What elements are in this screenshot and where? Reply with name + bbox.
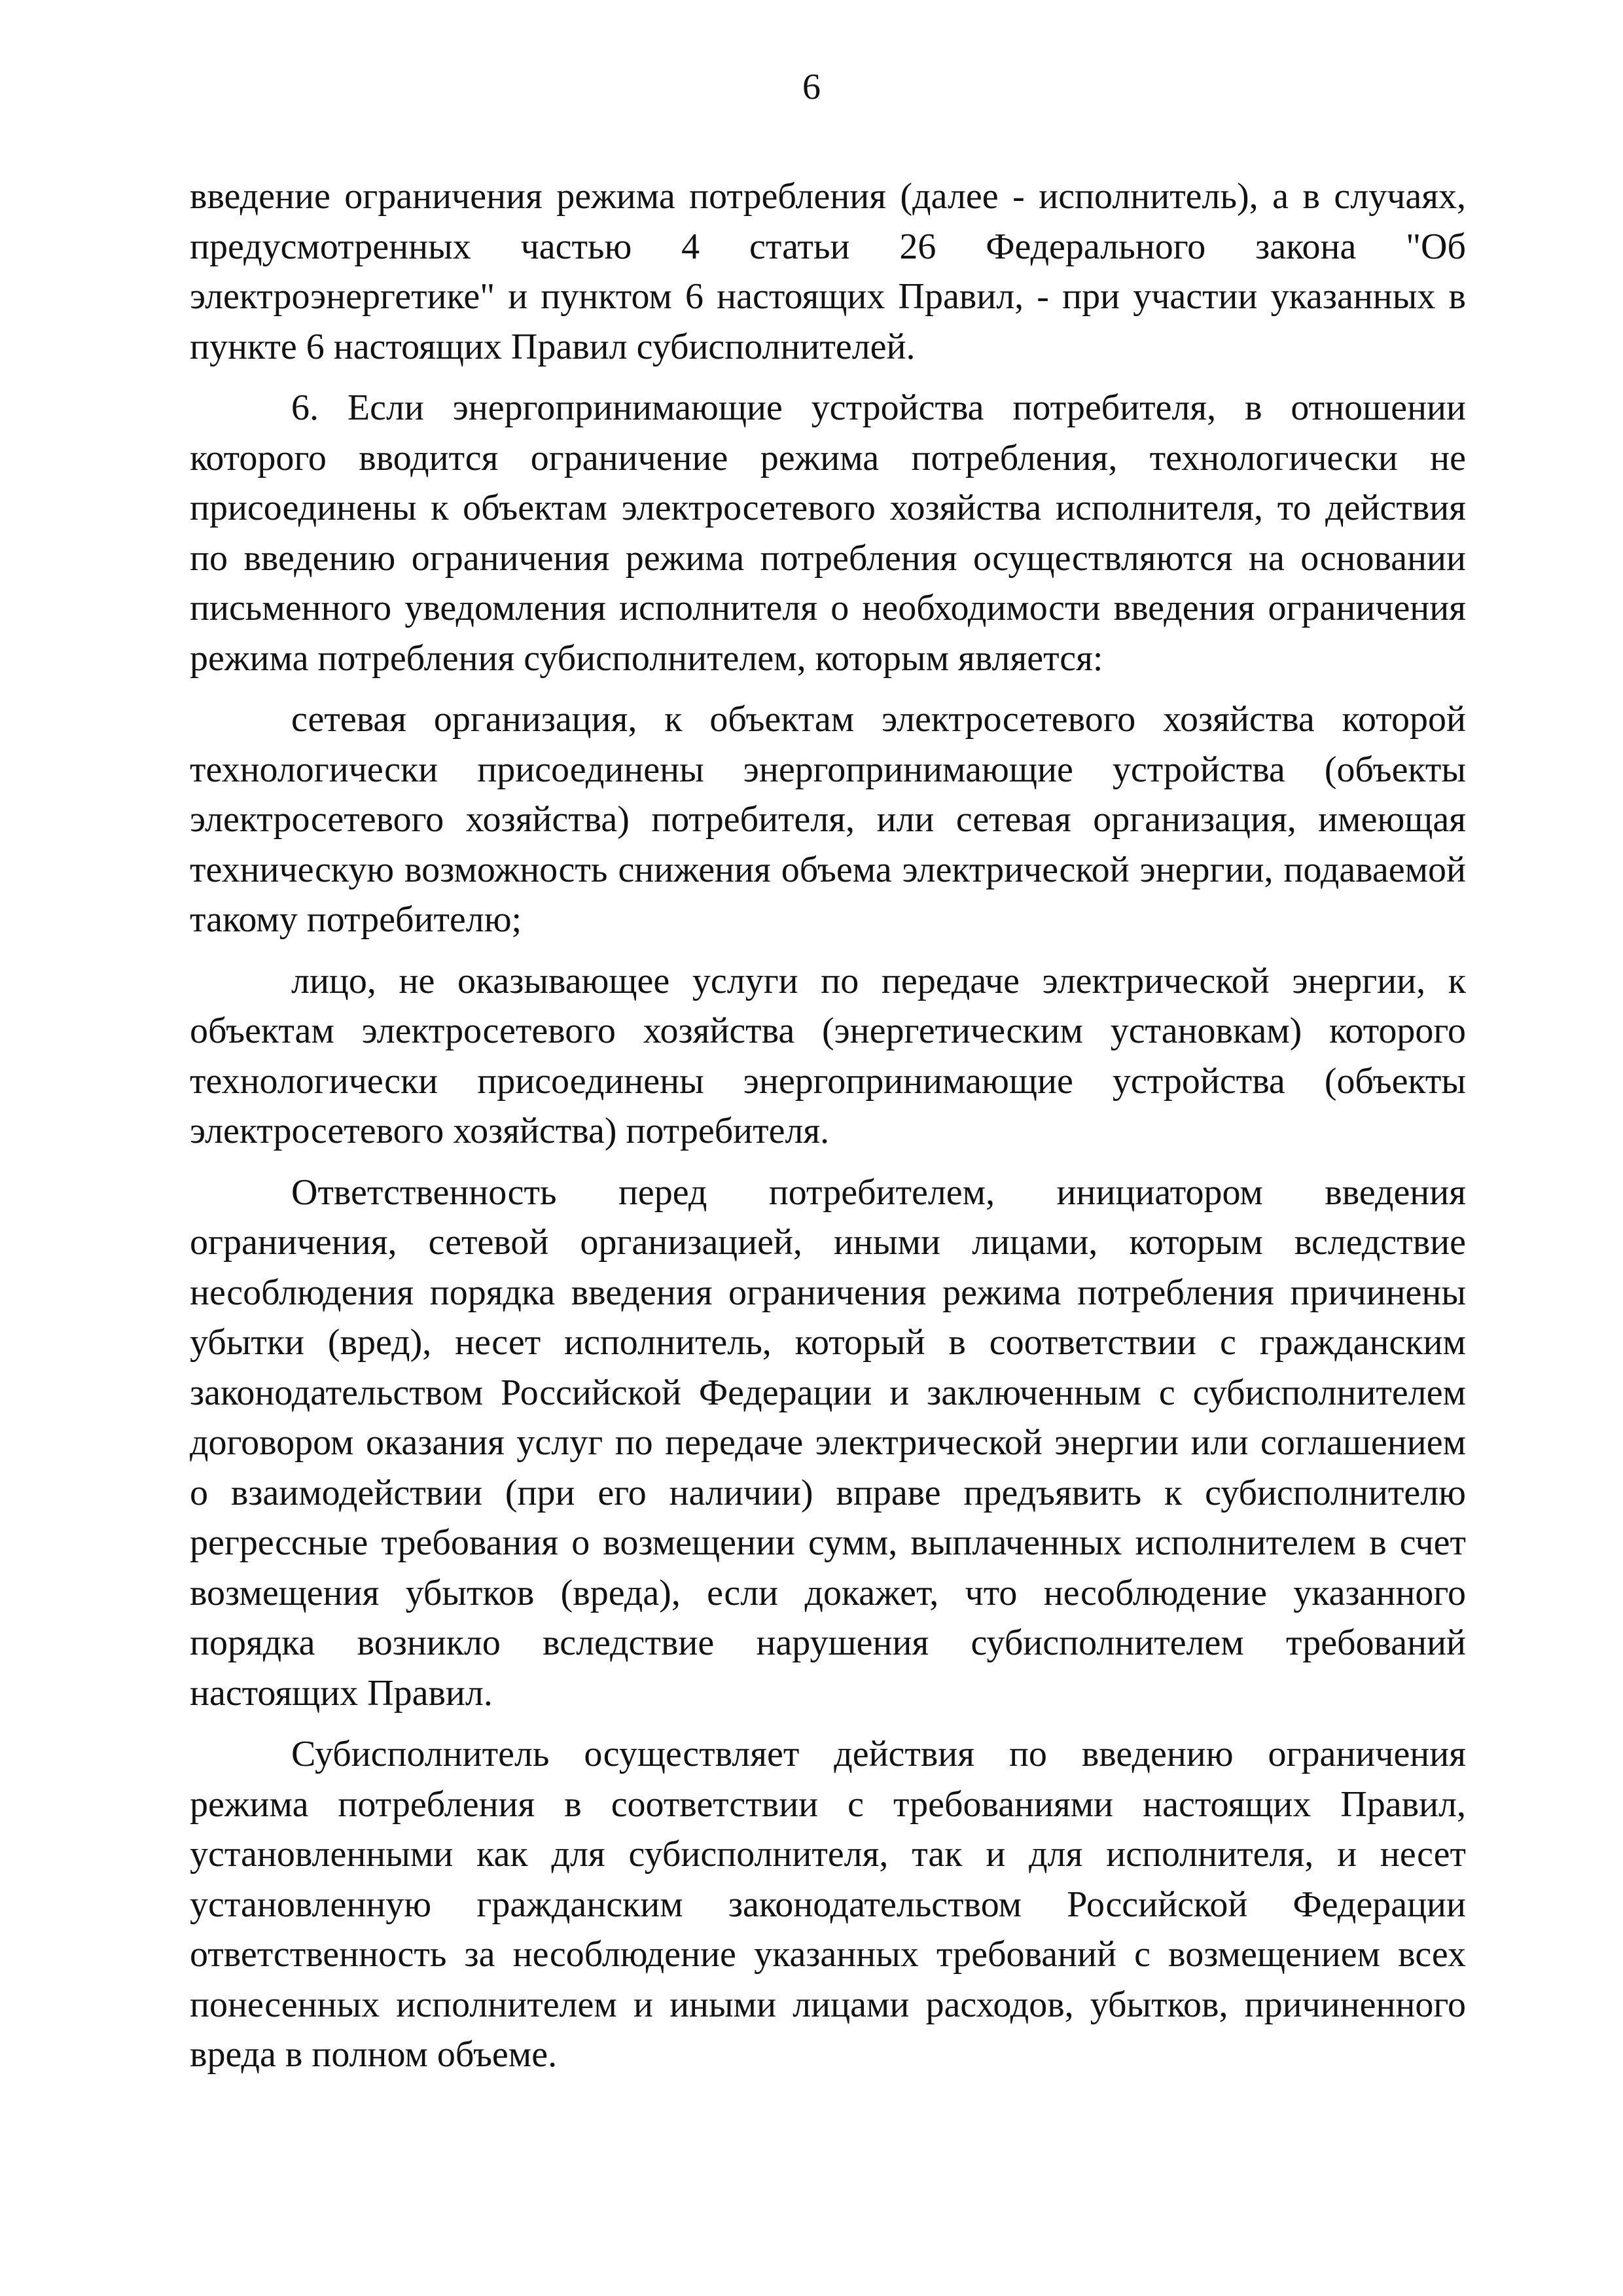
document-body (190, 171, 1466, 2091)
paragraph-network-organization: сетевая организация, к объектам электросетевого хозяйства которой технологически присоединены энергопринимающие устройства (объекты электросетевого хозяйства) потребителя, или сетевая организация, имеющая техническую возможность снижения объема электрической энергии, подаваемой такому потребителю; (190, 699, 1466, 940)
paragraph-non-service-person: лицо, не оказывающее услуги по передаче электрической энергии, к объектам электросетевого хозяйства (энергетическим установкам) которого технологически присоединены энергопринимающие устройства (объекты электросетевого хозяйства) потребителя. (190, 960, 1466, 1151)
paragraph-clause-6: 6. Если энергопринимающие устройства потребителя, в отношении которого вводится ограничение режима потребления, технологически не присоединены к объектам электросетевого хозяйства исполнителя, то действия по введению ограничения режима потребления осуществляются на основании письменного уведомления исполнителя о необходимости введения ограничения режима потребления субисполнителем, которым является: (190, 387, 1466, 679)
paragraph-subcontractor-duties: Субисполнитель осуществляет действия по введению ограничения режима потребления в соответствии с требованиями настоящих Правил, установленными как для субисполнителя, так и для исполнителя, и несет установленную гражданским законодательством Российской Федерации ответственность за несоблюдение указанных требований с возмещением всех понесенных исполнителем и иными лицами расходов, убытков, причиненного вреда в полном объеме. (190, 1734, 1466, 2075)
paragraph-continuation: введение ограничения режима потребления (далее - исполнитель), а в случаях, предусмотренных частью 4 статьи 26 Федерального закона "Об электроэнергетике" и пунктом 6 настоящих Правил, - при участии указанных в пункте 6 настоящих Правил субисполнителей. (190, 176, 1466, 367)
paragraph-responsibility: Ответственность перед потребителем, инициатором введения ограничения, сетевой организацией, иными лицами, которым вследствие несоблюдения порядка введения ограничения режима потребления причинены убытки (вред), несет исполнитель, который в соответствии с гражданским законодательством Российской Федерации и заключенным с субисполнителем договором оказания услуг по передаче электрической энергии или соглашением о взаимодействии (при его наличии) вправе предъявить к субисполнителю регрессные требования о возмещении сумм, выплаченных исполнителем в счет возмещения убытков (вреда), если докажет, что несоблюдение указанного порядка возникло вследствие нарушения субисполнителем требований настоящих Правил. (190, 1172, 1466, 1713)
page-number: 6 (802, 67, 821, 107)
